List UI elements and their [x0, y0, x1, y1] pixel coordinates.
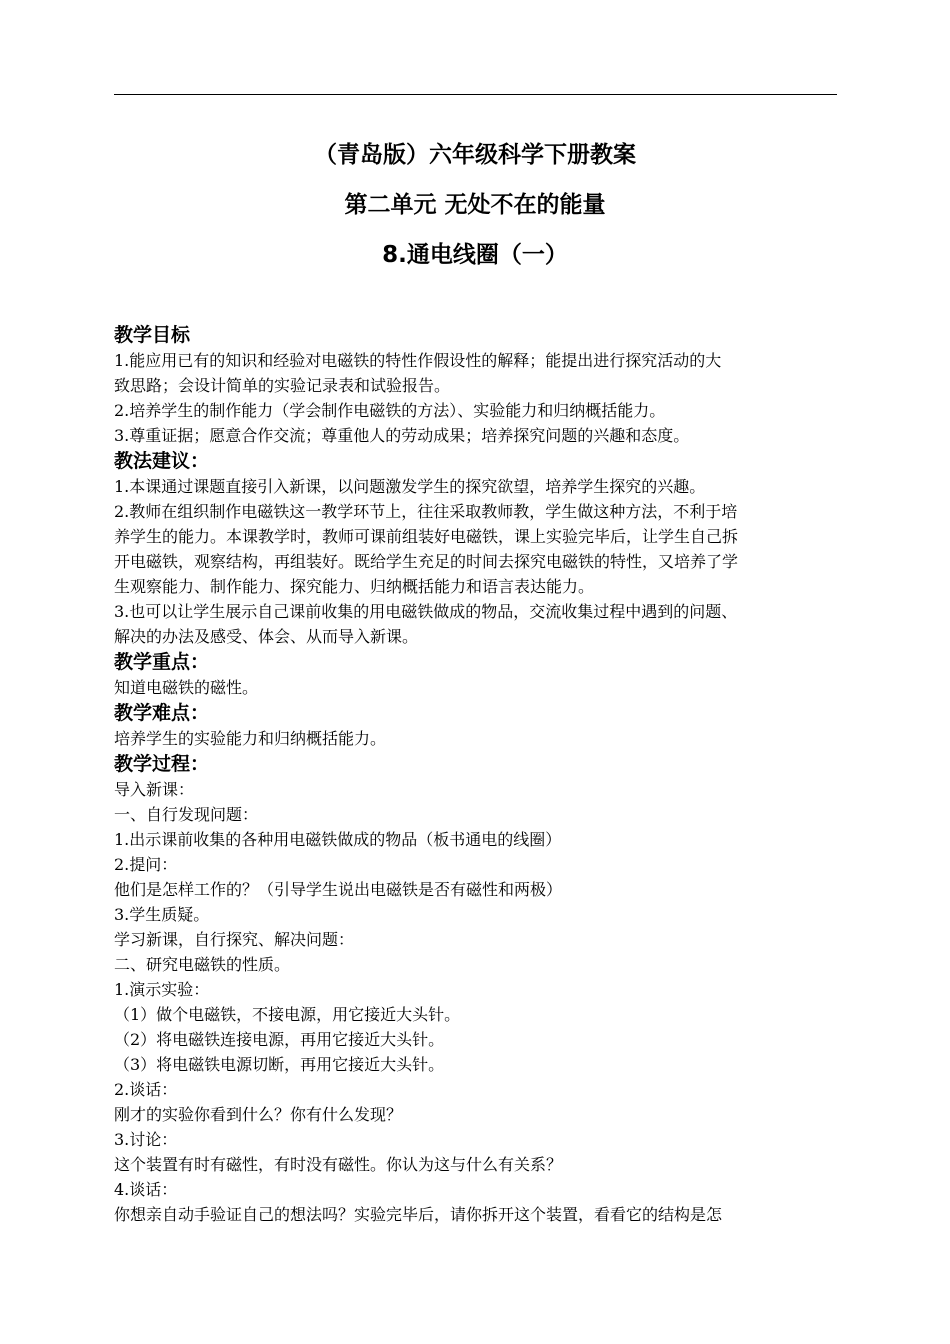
section-teaching-difficulties — [114, 700, 854, 751]
header-rule — [114, 94, 837, 95]
text-line: 3.尊重证据；愿意合作交流；尊重他人的劳动成果；培养探究问题的兴趣和态度。 — [114, 426, 690, 445]
text-line: 3.讨论： — [114, 1130, 178, 1149]
text-line: 4.谈话： — [114, 1180, 178, 1199]
text-line: 你想亲自动手验证自己的想法吗？实验完毕后，请你拆开这个装置，看看它的结构是怎 — [114, 1205, 723, 1224]
section-heading: 教法建议： — [114, 450, 210, 472]
text-line: 2.教师在组织制作电磁铁这一教学环节上，往往采取教师教，学生做这种方法，不利于培 — [114, 502, 738, 521]
section-heading: 教学重点： — [114, 651, 210, 673]
text-line: 解决的办法及感受、体会、从而导入新课。 — [114, 627, 419, 646]
text-line: 这个装置有时有磁性，有时没有磁性。你认为这与什么有关系？ — [114, 1155, 563, 1174]
lesson-title: 8.通电线圈（一） — [382, 242, 568, 268]
text-line: 知道电磁铁的磁性。 — [114, 678, 259, 697]
text-line: 他们是怎样工作的？（引导学生说出电磁铁是否有磁性和两极） — [114, 880, 563, 899]
text-line: 开电磁铁，观察结构，再组装好。既给学生充足的时间去探究电磁铁的特性，又培养了学 — [114, 552, 739, 571]
text-line: 2.培养学生的制作能力（学会制作电磁铁的方法）、实验能力和归纳概括能力。 — [114, 401, 666, 420]
text-line: 一、自行发现问题： — [114, 805, 259, 824]
text-line: 2.提问： — [114, 855, 178, 874]
text-line: 2.谈话： — [114, 1080, 178, 1099]
section-heading: 教学难点： — [114, 702, 210, 724]
section-heading: 教学目标 — [114, 324, 191, 346]
text-line: 生观察能力、制作能力、探究能力、归纳概括能力和语言表达能力。 — [114, 577, 595, 596]
section-heading: 教学过程： — [114, 753, 210, 775]
section-teaching-key-points — [114, 649, 854, 700]
text-line: 刚才的实验你看到什么？你有什么发现？ — [114, 1105, 403, 1124]
text-line: （3）将电磁铁电源切断，再用它接近大头针。 — [114, 1055, 445, 1074]
text-line: 学习新课，自行探究、解决问题： — [114, 930, 355, 949]
section-teaching-process — [114, 751, 854, 1227]
text-line: 培养学生的实验能力和归纳概括能力。 — [114, 729, 387, 748]
text-line: （1）做个电磁铁，不接电源，用它接近大头针。 — [114, 1005, 461, 1024]
section-teaching-suggestions — [114, 448, 854, 649]
text-line: 导入新课： — [114, 780, 195, 799]
section-teaching-objectives — [114, 322, 854, 448]
text-line: 1.能应用已有的知识和经验对电磁铁的特性作假设性的解释；能提出进行探究活动的大 — [114, 351, 722, 370]
unit-title: 第二单元 无处不在的能量 — [344, 192, 606, 218]
text-line: 1.出示课前收集的各种用电磁铁做成的物品（板书通电的线圈） — [114, 830, 562, 849]
text-line: 致思路；会设计简单的实验记录表和试验报告。 — [114, 376, 451, 395]
document-title: （青岛版）六年级科学下册教案 — [314, 142, 636, 168]
text-line: 1.本课通过课题直接引入新课，以问题激发学生的探究欲望，培养学生探究的兴趣。 — [114, 477, 706, 496]
text-line: 养学生的能力。本课教学时，教师可课前组装好电磁铁，课上实验完毕后，让学生自己拆 — [114, 527, 739, 546]
title-block — [0, 130, 950, 280]
text-line: 二、研究电磁铁的性质。 — [114, 955, 291, 974]
text-line: 1.演示实验： — [114, 980, 210, 999]
text-line: 3.也可以让学生展示自己课前收集的用电磁铁做成的物品，交流收集过程中遇到的问题、 — [114, 602, 738, 621]
text-line: 3.学生质疑。 — [114, 905, 210, 924]
text-line: （2）将电磁铁连接电源，再用它接近大头针。 — [114, 1030, 445, 1049]
lesson-content — [114, 322, 854, 1227]
